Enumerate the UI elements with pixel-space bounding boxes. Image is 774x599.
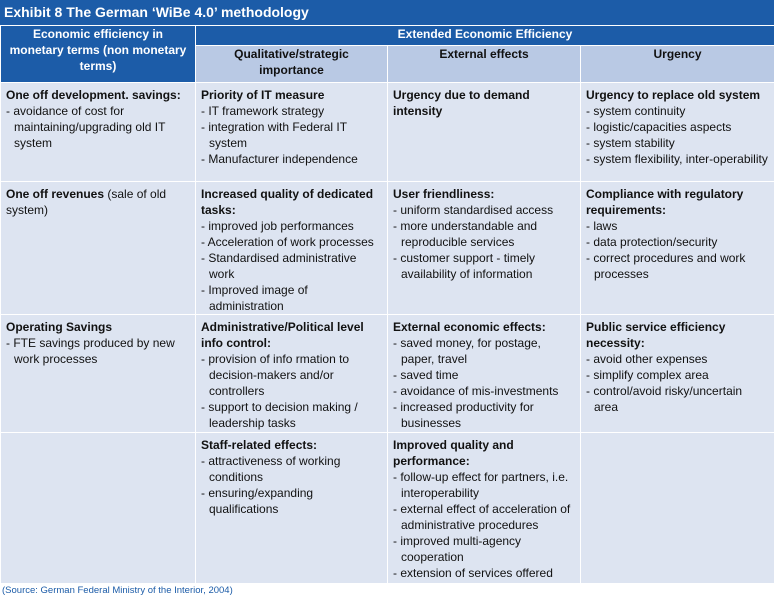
list-item: - laws	[586, 218, 769, 234]
table-cell	[1, 315, 196, 433]
cell-heading-text: Compliance with regulatory requirements:	[586, 187, 744, 217]
source-note: (Source: German Federal Ministry of the Interior, 2004)	[2, 585, 233, 596]
cell-heading-text: Improved quality and performance:	[393, 438, 514, 468]
cell-heading-text: One off revenues	[6, 187, 105, 201]
exhibit-title: Exhibit 8 The German ‘WiBe 4.0’ methodology	[0, 0, 774, 25]
cell-heading-text: Urgency due to demand intensity	[393, 88, 530, 118]
cell-heading	[6, 87, 190, 103]
cell-heading	[586, 186, 769, 218]
cell-heading	[201, 437, 382, 453]
header-urgency: Urgency	[581, 46, 774, 83]
table-body	[1, 83, 774, 584]
list-item: - simplify complex area	[586, 367, 769, 383]
list-item: - integration with Federal IT system	[201, 119, 382, 151]
header-extended-efficiency: Extended Economic Efficiency	[196, 26, 774, 46]
table-cell	[196, 83, 388, 182]
list-item: - avoidance of mis-investments	[393, 383, 575, 399]
list-item: - Acceleration of work processes	[201, 234, 382, 250]
list-item: - extension of services offered	[393, 565, 575, 581]
list-item: - data protection/security	[586, 234, 769, 250]
cell-heading	[393, 437, 575, 469]
cell-heading	[201, 186, 382, 218]
cell-heading-text: Administrative/Political level info control:	[201, 320, 364, 350]
cell-heading-text: Public service efficiency necessity:	[586, 320, 726, 350]
table-cell	[581, 315, 774, 433]
cell-heading	[6, 319, 190, 335]
list-item: - more understandable and reproducible services	[393, 218, 575, 250]
list-item: - saved money, for postage, paper, travel	[393, 335, 575, 367]
list-item: - provision of info rmation to decision-makers and/or controllers	[201, 351, 382, 399]
cell-heading	[201, 319, 382, 351]
list-item: - improved multi-agency cooperation	[393, 533, 575, 565]
table-cell	[581, 182, 774, 315]
list-item: - improved job performances	[201, 218, 382, 234]
table-row	[1, 182, 774, 315]
table-cell	[388, 315, 581, 433]
list-item: - logistic/capacities aspects	[586, 119, 769, 135]
list-item: - system stability	[586, 135, 769, 151]
table-cell	[196, 433, 388, 584]
header-qualitative-strategic: Qualitative/strategic importance	[196, 46, 388, 83]
list-item: - system flexibility, inter-operability	[586, 151, 769, 167]
cell-heading	[201, 87, 382, 103]
list-item: - customer support - timely availability of information	[393, 250, 575, 282]
cell-heading	[586, 87, 769, 103]
cell-heading	[393, 319, 575, 335]
header-external-effects: External effects	[388, 46, 581, 83]
list-item: - ensuring/expanding qualifications	[201, 485, 382, 517]
table-row	[1, 83, 774, 182]
cell-heading-text: External economic effects:	[393, 320, 546, 334]
cell-heading	[393, 87, 575, 119]
cell-heading-text: Increased quality of dedicated tasks:	[201, 187, 374, 217]
list-item: - Manufacturer independence	[201, 151, 382, 167]
cell-heading	[6, 186, 190, 218]
list-item: - avoidance of cost for maintaining/upgrading old IT system	[6, 103, 190, 151]
table-cell	[581, 83, 774, 182]
table-cell	[388, 83, 581, 182]
list-item: - support to decision making / leadership tasks	[201, 399, 382, 431]
methodology-table	[0, 25, 774, 584]
list-item: - follow-up effect for partners, i.e. interoperability	[393, 469, 575, 501]
cell-heading-text: User friendliness:	[393, 187, 495, 201]
list-item: - attractiveness of working conditions	[201, 453, 382, 485]
list-item: - correct procedures and work processes	[586, 250, 769, 282]
table-cell	[1, 83, 196, 182]
table-cell	[581, 433, 774, 584]
cell-heading-note: (sale of old system)	[6, 187, 167, 217]
list-item: - control/avoid risky/uncertain area	[586, 383, 769, 415]
cell-heading-text: One off development. savings:	[6, 88, 181, 102]
list-item: - IT framework strategy	[201, 103, 382, 119]
list-item: - saved time	[393, 367, 575, 383]
list-item: - system continuity	[586, 103, 769, 119]
list-item: - increased productivity for businesses	[393, 399, 575, 431]
cell-heading-text: Priority of IT measure	[201, 88, 325, 102]
header-economic-efficiency: Economic efficiency in monetary terms (non monetary terms)	[1, 26, 196, 83]
table-cell	[388, 433, 581, 584]
cell-heading-text: Operating Savings	[6, 320, 113, 334]
cell-heading	[586, 319, 769, 351]
list-item: - Standardised administrative work	[201, 250, 382, 282]
list-item: - avoid other expenses	[586, 351, 769, 367]
table-cell	[196, 182, 388, 315]
cell-heading-text: Urgency to replace old system	[586, 88, 761, 102]
cell-heading-text: Staff-related effects:	[201, 438, 318, 452]
list-item: - Improved image of administration	[201, 282, 382, 314]
table-row	[1, 315, 774, 433]
list-item: - external effect of acceleration of administrative procedures	[393, 501, 575, 533]
table-cell	[1, 433, 196, 584]
table-cell	[196, 315, 388, 433]
cell-heading	[393, 186, 575, 202]
list-item: - uniform standardised access	[393, 202, 575, 218]
table-cell	[1, 182, 196, 315]
table-row	[1, 433, 774, 584]
list-item: - FTE savings produced by new work processes	[6, 335, 190, 367]
table-cell	[388, 182, 581, 315]
